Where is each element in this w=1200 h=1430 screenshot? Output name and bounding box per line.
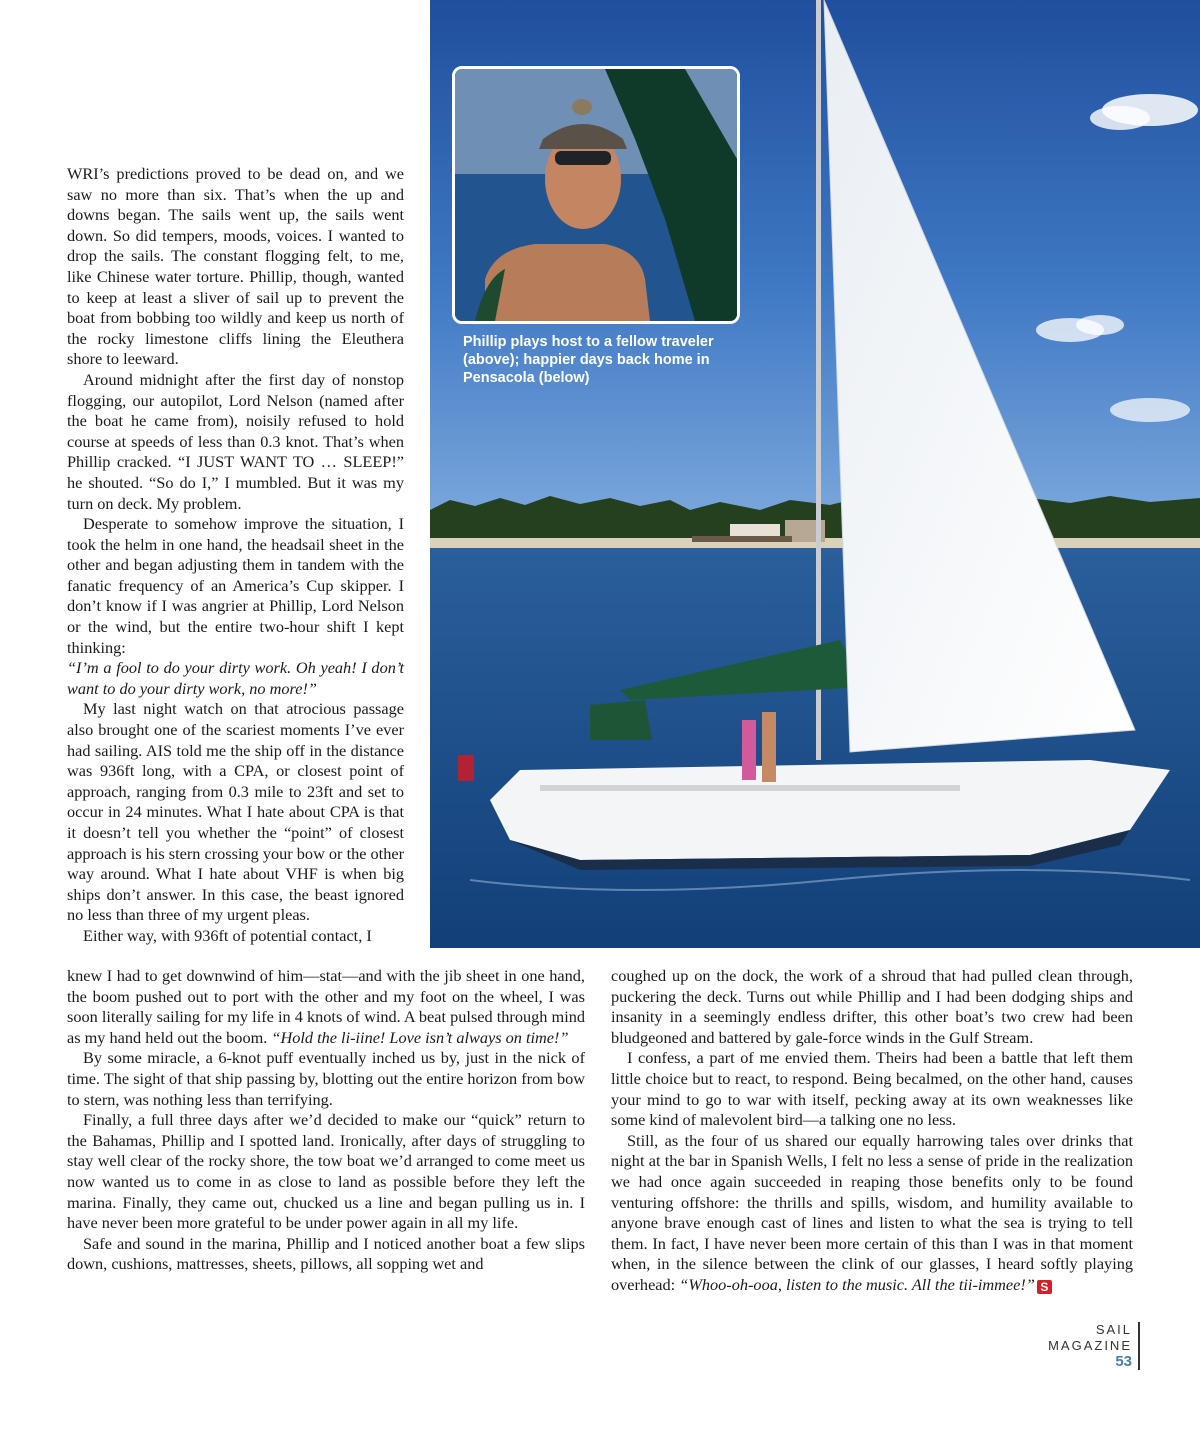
paragraph: Around midnight after the first day of nonstop flogging, our autopilot, Lord Nelson (named after the boat he came from), noisily refused to hold course at speeds of less than 0.3 knot. That’s when Phillip cracked. “I JUST WANT TO … SLEEP!” he shouted. “So do I,” I mumbled. But it was my turn on deck. My problem. — [67, 369, 404, 513]
lyric-quote — [67, 658, 404, 699]
inset-photo-phillip — [452, 66, 740, 324]
page-number: 53 — [1115, 1353, 1132, 1370]
paragraph: WRI’s predictions proved to be dead on, and we saw no more than six. That’s when the up and downs began. The sails went up, the sails went down. So did tempers, moods, voices. I wanted to drop the sails. The constant flogging felt, to me, like Chinese water torture. Phillip, though, wanted to keep at least a sliver of sail up to prevent the boat from bobbing too wildly and keep us north of the rocky limestone cliffs lining the Eleuthera shore to leeward. — [67, 164, 404, 369]
paragraph-text: Still, as the four of us shared our equally harrowing tales over drinks that night at the bar in Spanish Wells, I felt no less a sense of pride in the realization we had once again succeeded in reaping those benefits only to be found venturing offshore: the thrills and spills, wisdom, and humility available to anyone brave enough cast of lines and listen to what the sea is trying to tell them. In fact, I have never been more certain of this than I was in that moment when, in the silence between the clink of our glasses, I heard softly playing overhead: — [611, 1130, 1133, 1294]
paragraph: coughed up on the dock, the work of a shroud that had pulled clean through, puckering the deck. Turns out while Phillip and I had been dodging ships and insanity in a seemingly endless drifter, this other boat’s two crew had been bludgeoned and battered by gale-force winds in the Gulf Stream. — [611, 966, 1133, 1047]
page-folio — [1010, 1322, 1140, 1370]
lyric-text: “Hold the li-iine! Love isn’t always on time!” — [271, 1027, 569, 1047]
paragraph: Desperate to somehow improve the situation, I took the helm in one hand, the headsail sheet in the other and began adjusting them in tandem with the fanatic frequency of an America’s Cup skipper. I don’t know if I was angrier at Phillip, Lord Nelson or the wind, but the entire two-hour shift I kept thinking: — [67, 514, 404, 657]
article-column-right — [611, 966, 1133, 1296]
article-column-narrow — [67, 164, 404, 947]
article-column-left — [67, 966, 585, 1275]
paragraph: I confess, a part of me envied them. Theirs had been a battle that left them little choice but to react, to respond. Being becalmed, on the other hand, causes your mind to go to war with itself, pecking away at its own weaknesses like some kind of malevolent bird—a talking one no less. — [611, 1048, 1133, 1130]
paragraph: By some miracle, a 6-knot puff eventually inched us by, just in the nick of time. The sight of that ship passing by, blotting out the entire horizon from bow to stern, was nothing less than terrifying. — [67, 1048, 585, 1109]
paragraph: Finally, a full three days after we’d decided to make our “quick” return to the Bahamas, Phillip and I spotted land. Ironically, after days of struggling to stay well clear of the rocky shore, the tow boat we’d arranged to come meet us now wanted us to come in as close to land as possible before they left the marina. Finally, they came out, chucked us a line and began pulling us in. I have never been more grateful to be under power again in all my life. — [67, 1110, 585, 1233]
lyric-text: “I’m a fool to do your dirty work. Oh yeah! I don’t want to do your dirty work, no more!” — [67, 658, 404, 698]
paragraph — [67, 966, 585, 1048]
paragraph: Either way, with 936ft of potential contact, I — [83, 925, 372, 945]
photo-caption: Phillip plays host to a fellow traveler (above); happier days back home in Pensacola (below) — [463, 334, 714, 386]
paragraph: Safe and sound in the marina, Phillip and I noticed another boat a few slips down, cushions, mattresses, sheets, pillows, all sopping wet and — [67, 1233, 585, 1274]
paragraph: My last night watch on that atrocious passage also brought one of the scariest moments I’ve ever had sailing. AIS told me the ship off in the distance was 936ft long, with a CPA, or closest point of approach, ranging from 0.3 mile to 23ft and set to occur in 24 minutes. What I hate about CPA is that it doesn’t tell you whether the “point” of closest approach is his stern crossing your bow or the other way around. What I hate about VHF is when big ships don’t answer. In this case, the beast ignored no less than three of my urgent pleas. — [67, 699, 404, 925]
magazine-name: SAIL MAGAZINE — [1048, 1322, 1132, 1353]
paragraph-text: knew I had to get downwind of him—stat—and with the jib sheet in one hand, the boom pushed out to port with the other and my foot on the wheel, I was soon literally sailing for my life in 4 knots of wind. A beat pulsed through mind as my hand held out the boom. — [67, 966, 585, 1047]
sail-end-mark-icon: S — [1037, 1280, 1052, 1294]
paragraph — [611, 1131, 1133, 1296]
lyric-text: “Whoo-oh-ooa, listen to the music. All the tii-immee!” — [679, 1274, 1035, 1294]
